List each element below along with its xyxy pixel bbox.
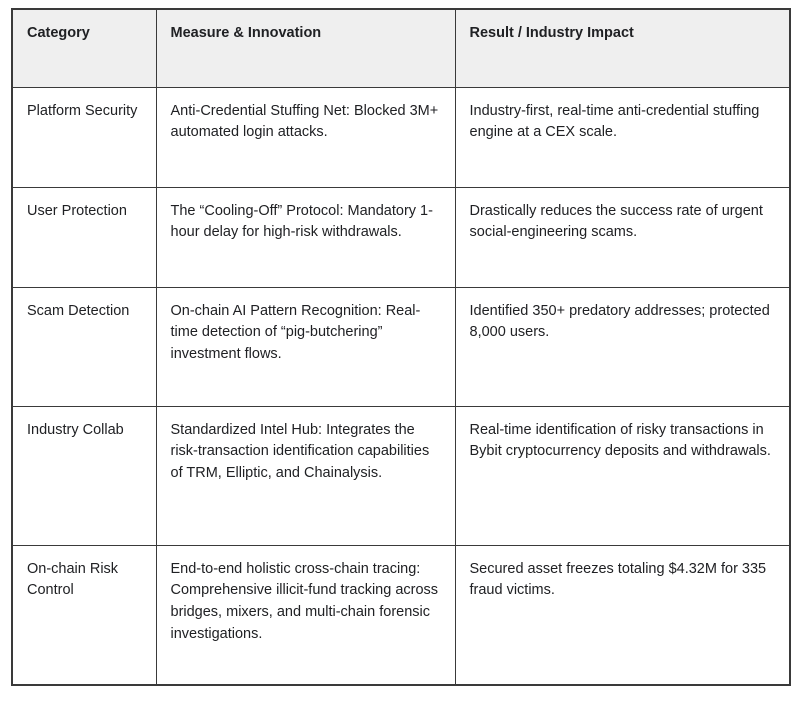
cell-category: Platform Security — [12, 87, 156, 187]
cell-category: Industry Collab — [12, 406, 156, 545]
table-row — [12, 187, 790, 287]
table-row — [12, 287, 790, 406]
cell-category: Scam Detection — [12, 287, 156, 406]
cell-measure: Standardized Intel Hub: Integrates the risk-transaction identification capabilities of TRM, Elliptic, and Chainalysis. — [156, 406, 455, 545]
header-row — [12, 9, 790, 87]
cell-measure: Anti-Credential Stuffing Net: Blocked 3M+ automated login attacks. — [156, 87, 455, 187]
column-header-measure: Measure & Innovation — [156, 9, 455, 87]
table-row — [12, 406, 790, 545]
table-row — [12, 545, 790, 685]
table-body — [12, 87, 790, 685]
cell-category: User Protection — [12, 187, 156, 287]
cell-measure: End-to-end holistic cross-chain tracing: Comprehensive illicit-fund tracking across bridges, mixers, and multi-chain forensic investigations. — [156, 545, 455, 685]
column-header-result: Result / Industry Impact — [455, 9, 790, 87]
table-header — [12, 9, 790, 87]
cell-result: Identified 350+ predatory addresses; protected 8,000 users. — [455, 287, 790, 406]
cell-result: Secured asset freezes totaling $4.32M for 335 fraud victims. — [455, 545, 790, 685]
cell-result: Drastically reduces the success rate of urgent social-engineering scams. — [455, 187, 790, 287]
column-header-category: Category — [12, 9, 156, 87]
cell-result: Industry-first, real-time anti-credential stuffing engine at a CEX scale. — [455, 87, 790, 187]
security-innovation-table — [11, 8, 791, 686]
cell-measure: On-chain AI Pattern Recognition: Real-time detection of “pig-butchering” investment flows. — [156, 287, 455, 406]
cell-result: Real-time identification of risky transactions in Bybit cryptocurrency deposits and withdrawals. — [455, 406, 790, 545]
table-row — [12, 87, 790, 187]
cell-measure: The “Cooling-Off” Protocol: Mandatory 1-hour delay for high-risk withdrawals. — [156, 187, 455, 287]
cell-category: On-chain Risk Control — [12, 545, 156, 685]
